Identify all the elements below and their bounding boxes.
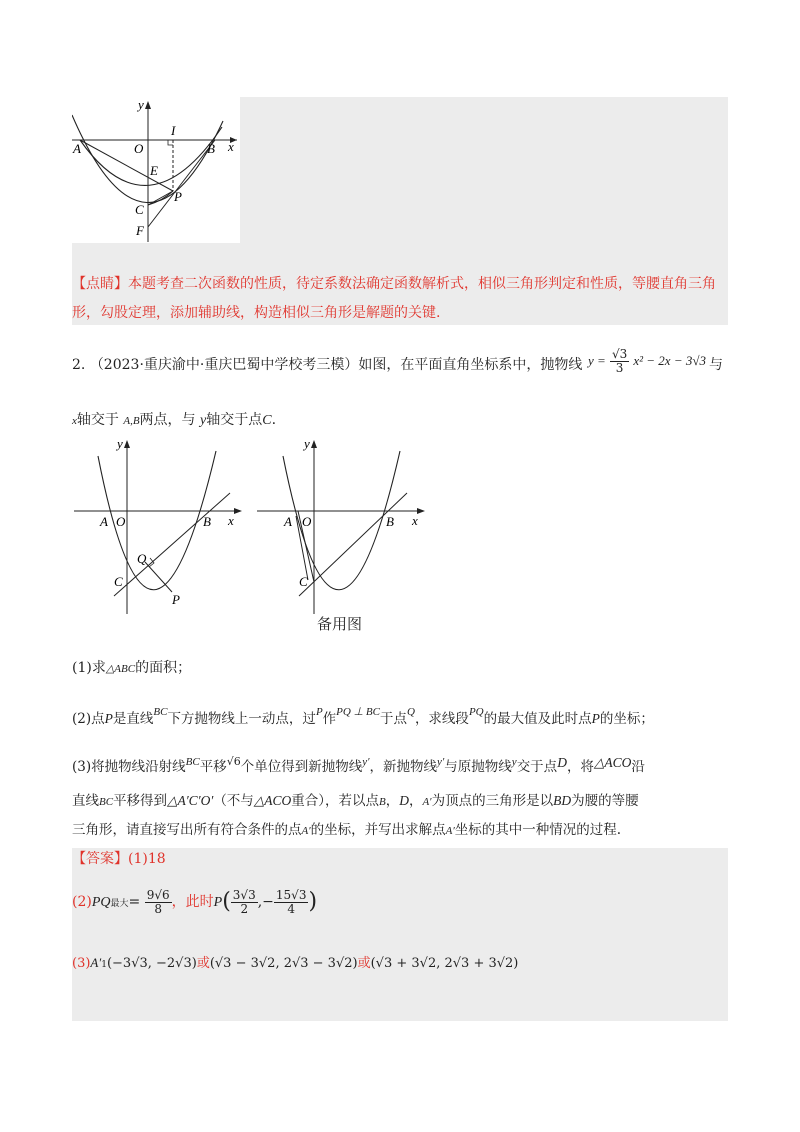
figure3-diagram <box>255 436 430 616</box>
fig1-label-B: B <box>207 141 215 156</box>
problem-source: （2023·重庆渝中·重庆巴蜀中学校考三模）如图，在平面直角坐标系中，抛物线 <box>89 357 583 373</box>
fig3-label-y: y <box>304 436 310 451</box>
fig1-label-C: C <box>135 202 144 217</box>
fig2-label-C: C <box>114 574 123 589</box>
fig3-label-O: O <box>302 514 312 529</box>
fig2-label-A: A <box>100 514 108 529</box>
fig2-label-P: P <box>172 592 180 607</box>
fig3-label-A: A <box>284 514 292 529</box>
fig1-label-F: F <box>136 223 144 238</box>
fig2-label-B: B <box>203 514 211 529</box>
question-3-line1: (3)将抛物线沿射线$^{BC}$平移$^{√6}$个单位得到新抛物线$^{y'}$，新抛物线$^{y'}$与原抛物线$^y$交于点D，将△ACO沿 <box>72 755 645 775</box>
problem-number: 2. <box>72 357 86 373</box>
fig1-label-x: x <box>228 139 234 154</box>
fig2-label-x: x <box>228 513 234 528</box>
figure3-caption: 备用图 <box>317 615 363 633</box>
answer-panel <box>72 848 728 1021</box>
fig2-label-O: O <box>116 514 126 529</box>
problem-line2: x轴交于 A,B两点，与 y轴交于点C. <box>72 412 277 428</box>
fig2-label-y: y <box>117 436 123 451</box>
answer-2: (2)PQ最大= $\frac{9√6}{8}$ ，此时P( $\frac{3√3}{2}$ ,− $\frac{15√3}{4}$ ) <box>72 887 318 916</box>
answer-label: 【答案】 <box>72 851 128 867</box>
fig1-label-A: A <box>73 141 81 156</box>
fig1-label-P: P <box>174 189 182 204</box>
question-3-line2: 直线BC平移得到△A′C′O′（不与△ACO重合），若以点B，D，A′为顶点的三角形是以BD为腰的等腰 <box>72 793 639 809</box>
hint-line2: 形，勾股定理，添加辅助线，构造相似三角形是解题的关键. <box>72 305 441 321</box>
answer-1: (1)18 <box>128 851 166 867</box>
fig3-label-x: x <box>412 513 418 528</box>
fig1-label-E: E <box>150 163 158 178</box>
fig1-label-y: y <box>138 97 144 112</box>
fig3-label-B: B <box>386 514 394 529</box>
fig1-label-I: I <box>171 123 176 138</box>
question-1: (1)求△ABC的面积； <box>72 660 192 676</box>
question-2: (2)点P是直线$^{BC}$下方抛物线上一动点，过$^P$作$^{PQ \perp BC}$于点$^Q$，求线段$^{PQ}$的最大值及此时点P的坐标； <box>72 706 654 727</box>
hint-line1: 【点睛】本题考查二次函数的性质，待定系数法确定函数解析式，相似三角形判定和性质，等腰直角三角 <box>72 276 716 292</box>
question-3-line3: 三角形，请直接写出所有符合条件的点A′的坐标，并写出求解点A′坐标的其中一种情况的过程. <box>72 822 622 838</box>
figure2-diagram <box>70 436 245 616</box>
problem-equation: y = $\frac{√3}{3}$ x² − 2x − 3√3 <box>588 347 706 375</box>
answer-line1 <box>72 849 166 869</box>
problem-line1 <box>72 355 582 375</box>
figure1-diagram <box>72 97 240 243</box>
fig2-label-Q: Q <box>137 551 147 566</box>
answer-3: (3)A′1(−3√3, −2√3)或(√3 − 3√2, 2√3 − 3√2)或(√3 + 3√2, 2√3 + 3√2) <box>72 955 519 971</box>
fig1-label-O: O <box>134 141 144 156</box>
problem-after-eq: 与 <box>709 357 723 373</box>
fig3-label-C: C <box>299 574 308 589</box>
